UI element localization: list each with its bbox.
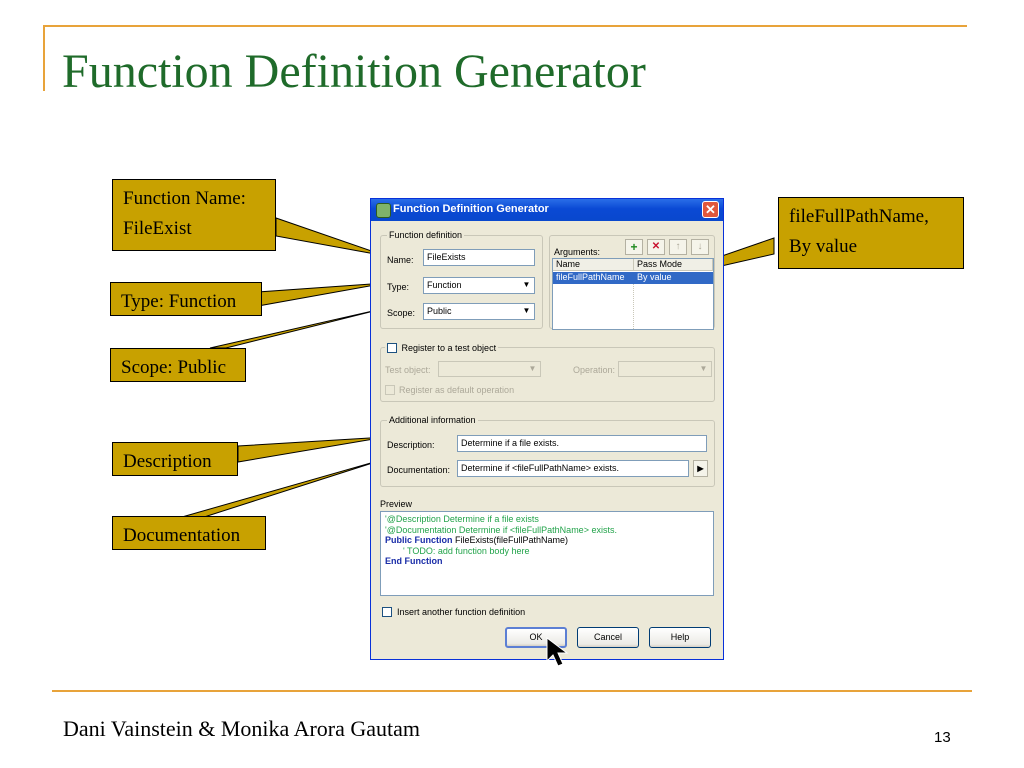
name-label: Name:	[387, 255, 414, 265]
bottom-accent-rule	[52, 690, 972, 692]
argument-pass-mode-cell: By value	[637, 272, 672, 282]
callout-scope: Scope: Public	[110, 348, 246, 382]
additional-information-group	[380, 415, 715, 487]
description-input[interactable]: Determine if a file exists.	[457, 435, 707, 452]
pointer-type	[258, 283, 386, 306]
callout-function-name: Function Name: FileExist	[112, 179, 276, 251]
remove-argument-button[interactable]: ✕	[647, 239, 665, 255]
callout-argument: fileFullPathName, By value	[778, 197, 964, 269]
chevron-down-icon: ▼	[520, 279, 533, 292]
dialog-title: Function Definition Generator	[393, 203, 549, 215]
insert-another-checkbox[interactable]	[382, 607, 392, 617]
documentation-input[interactable]: Determine if <fileFullPathName> exists.	[457, 460, 689, 477]
slide-title: Function Definition Generator	[62, 45, 646, 98]
dialog-titlebar[interactable]	[371, 199, 723, 221]
function-definition-dialog	[370, 198, 724, 660]
cancel-button[interactable]: Cancel	[577, 627, 639, 648]
table-row[interactable]	[553, 272, 713, 284]
mouse-cursor-icon	[545, 637, 573, 673]
move-down-button[interactable]: ↓	[691, 239, 709, 255]
type-select[interactable]	[423, 277, 535, 294]
operation-select	[618, 361, 712, 377]
argument-name-cell: fileFullPathName	[556, 272, 625, 282]
help-button[interactable]: Help	[649, 627, 711, 648]
function-definition-group	[380, 230, 543, 329]
preview-line-end: End Function	[385, 556, 443, 566]
ok-button[interactable]: OK	[505, 627, 567, 648]
preview-label: Preview	[380, 499, 413, 509]
scope-select-value: Public	[427, 306, 452, 316]
column-header-pass-mode[interactable]: Pass Mode	[634, 259, 713, 271]
move-up-button[interactable]: ↑	[669, 239, 687, 255]
callout-description: Description	[112, 442, 238, 476]
arguments-group	[549, 235, 715, 329]
test-object-select	[438, 361, 541, 377]
page-number: 13	[934, 729, 951, 746]
chevron-down-icon: ▼	[520, 305, 533, 318]
pointer-description	[238, 437, 386, 462]
close-icon[interactable]: ✕	[702, 201, 719, 218]
preview-line-signature	[385, 535, 709, 546]
chevron-down-icon: ▼	[697, 363, 710, 375]
name-input[interactable]: FileExists	[423, 249, 535, 266]
test-object-label: Test object:	[385, 365, 431, 375]
register-group	[380, 342, 715, 402]
description-label: Description:	[387, 440, 435, 450]
preview-keyword: Public Function	[385, 535, 453, 545]
arguments-grid[interactable]	[552, 258, 714, 330]
documentation-label: Documentation:	[387, 465, 451, 475]
callout-documentation: Documentation	[112, 516, 266, 550]
app-icon	[376, 203, 391, 218]
preview-line-description: '@Description Determine if a file exists	[385, 514, 539, 524]
arguments-label: Arguments:	[554, 247, 601, 257]
default-operation-label: Register as default operation	[399, 385, 515, 395]
chevron-down-icon: ▼	[526, 363, 539, 375]
preview-pane[interactable]	[380, 511, 714, 596]
callout-type: Type: Function	[110, 282, 262, 316]
register-header	[385, 342, 498, 353]
preview-line-documentation: '@Documentation Determine if <fileFullPathName> exists.	[385, 524, 617, 535]
add-argument-button[interactable]: +	[625, 239, 643, 255]
operation-label: Operation:	[573, 365, 616, 375]
function-definition-label: Function definition	[389, 230, 463, 240]
footer-authors: Dani Vainstein & Monika Arora Gautam	[63, 716, 421, 741]
scope-select[interactable]	[423, 303, 535, 320]
column-header-name[interactable]: Name	[553, 259, 634, 271]
preview-signature-rest: FileExists(fileFullPathName)	[452, 535, 569, 545]
documentation-expand-button[interactable]: ▶	[693, 460, 708, 477]
insert-another-label: Insert another function definition	[397, 607, 526, 617]
default-operation-checkbox	[385, 385, 395, 395]
type-select-value: Function	[427, 280, 462, 290]
column-divider	[633, 284, 634, 329]
register-checkbox[interactable]	[387, 343, 397, 353]
scope-label: Scope:	[387, 308, 416, 318]
preview-line-todo: ' TODO: add function body here	[403, 545, 530, 556]
additional-information-label: Additional information	[389, 415, 476, 425]
register-label: Register to a test object	[401, 342, 497, 353]
type-label: Type:	[387, 282, 410, 292]
